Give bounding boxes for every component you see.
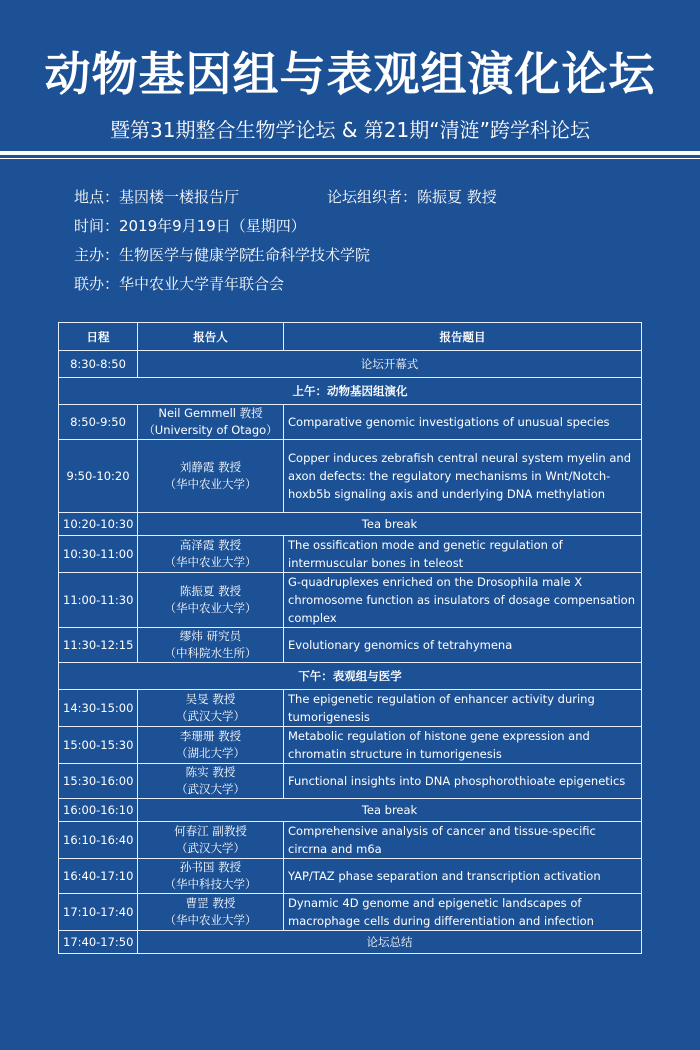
event-time: 时间：2019年9月19日（星期四） xyxy=(74,217,306,235)
row-time: 8:30-8:50 xyxy=(59,351,138,378)
row-topic: The ossification mode and genetic regulation of intermuscular bones in teleost xyxy=(284,536,642,573)
divider-thin xyxy=(0,158,700,159)
row-topic: Evolutionary genomics of tetrahymena xyxy=(284,628,642,663)
divider-thick xyxy=(0,151,700,155)
row-time: 17:40-17:50 xyxy=(59,931,138,954)
row-topic: YAP/TAZ phase separation and transcription activation xyxy=(284,859,642,894)
row-time: 10:30-11:00 xyxy=(59,536,138,573)
table-row xyxy=(59,405,642,440)
speaker-affiliation: （华中农业大学） xyxy=(164,555,257,569)
info-row-venue xyxy=(74,183,674,212)
row-topic: G-quadruplexes enriched on the Drosophila male X chromosome function as insulators of dosage compensation complex xyxy=(284,573,642,628)
table-row xyxy=(59,690,642,727)
row-time: 17:10-17:40 xyxy=(59,894,138,931)
row-time: 8:50-9:50 xyxy=(59,405,138,440)
speaker-name: 吴旻 教授 xyxy=(185,692,236,706)
row-speaker xyxy=(138,536,284,573)
speaker-affiliation: （华中农业大学） xyxy=(164,477,257,491)
row-speaker xyxy=(138,764,284,799)
speaker-name: 孙书国 教授 xyxy=(179,860,242,874)
row-topic: Comparative genomic investigations of unusual species xyxy=(284,405,642,440)
speaker-name: 何春江 副教授 xyxy=(174,824,247,838)
session-afternoon-label: 下午：表观组与医学 xyxy=(59,663,642,690)
row-time: 11:00-11:30 xyxy=(59,573,138,628)
speaker-affiliation: （湖北大学） xyxy=(176,746,245,760)
speaker-name: 陈振夏 教授 xyxy=(179,584,242,598)
speaker-affiliation: （华中农业大学） xyxy=(164,913,257,927)
speaker-name: 缪炜 研究员 xyxy=(179,629,242,643)
row-time: 15:30-16:00 xyxy=(59,764,138,799)
event-info xyxy=(74,183,674,299)
row-time: 16:40-17:10 xyxy=(59,859,138,894)
cohost: 联办：华中农业大学青年联合会 xyxy=(74,275,285,293)
row-topic: Metabolic regulation of histone gene expression and chromatin structure in tumorigenesis xyxy=(284,727,642,764)
host: 主办：生物医学与健康学院 xyxy=(74,246,255,264)
speaker-name: 李珊珊 教授 xyxy=(179,729,242,743)
row-time: 15:00-15:30 xyxy=(59,727,138,764)
row-topic: Comprehensive analysis of cancer and tissue-specific circrna and m6a xyxy=(284,822,642,859)
speaker-affiliation: （武汉大学） xyxy=(176,782,245,796)
page-subtitle: 暨第31期整合生物学论坛 & 第21期“清涟”跨学科论坛 xyxy=(110,118,590,142)
row-speaker xyxy=(138,894,284,931)
table-row xyxy=(59,573,642,628)
table-row xyxy=(59,628,642,663)
host-2: 生命科学技术学院 xyxy=(250,246,371,264)
organizer: 论坛组织者：陈振夏 教授 xyxy=(327,188,497,206)
header-topic: 报告题目 xyxy=(284,323,642,351)
row-time: 9:50-10:20 xyxy=(59,440,138,513)
row-topic: Functional insights into DNA phosphorothioate epigenetics xyxy=(284,764,642,799)
table-row xyxy=(59,764,642,799)
header-speaker: 报告人 xyxy=(138,323,284,351)
schedule-table xyxy=(58,322,642,954)
opening-label: 论坛开幕式 xyxy=(138,351,642,378)
row-topic: Dynamic 4D genome and epigenetic landscapes of macrophage cells during differentiation and infection xyxy=(284,894,642,931)
table-row xyxy=(59,859,642,894)
table-row xyxy=(59,894,642,931)
speaker-name: 陈实 教授 xyxy=(185,765,236,779)
row-time: 14:30-15:00 xyxy=(59,690,138,727)
row-time: 10:20-10:30 xyxy=(59,513,138,536)
speaker-affiliation: （华中农业大学） xyxy=(164,601,257,615)
table-row xyxy=(59,536,642,573)
table-row-tea-break xyxy=(59,513,642,536)
row-speaker xyxy=(138,440,284,513)
info-row-time xyxy=(74,212,674,241)
row-speaker xyxy=(138,573,284,628)
closing-label: 论坛总结 xyxy=(138,931,642,954)
row-speaker xyxy=(138,727,284,764)
table-row xyxy=(59,822,642,859)
table-row xyxy=(59,727,642,764)
row-topic: Copper induces zebrafish central neural system myelin and axon defects: the regulatory mechanisms in Wnt/Notch-hoxb5b signaling axis and underlying DNA methylation xyxy=(284,440,642,513)
speaker-name: Neil Gemmell 教授 xyxy=(158,406,263,420)
table-header-row xyxy=(59,323,642,351)
speaker-name: 曹罡 教授 xyxy=(185,896,236,910)
header-time: 日程 xyxy=(59,323,138,351)
tea-break-label: Tea break xyxy=(138,513,642,536)
venue: 地点：基因楼一楼报告厅 xyxy=(74,188,240,206)
page-title: 动物基因组与表观组演化论坛 xyxy=(44,47,656,101)
row-speaker xyxy=(138,628,284,663)
row-speaker xyxy=(138,690,284,727)
speaker-name: 高泽霞 教授 xyxy=(179,538,242,552)
row-speaker xyxy=(138,405,284,440)
row-time: 11:30-12:15 xyxy=(59,628,138,663)
speaker-name: 刘静霞 教授 xyxy=(179,460,242,474)
speaker-affiliation: （武汉大学） xyxy=(176,709,245,723)
info-row-host xyxy=(74,241,674,270)
table-row xyxy=(59,440,642,513)
session-row-morning xyxy=(59,378,642,405)
speaker-affiliation: （武汉大学） xyxy=(176,841,245,855)
row-speaker xyxy=(138,859,284,894)
table-row-closing xyxy=(59,931,642,954)
session-morning-label: 上午：动物基因组演化 xyxy=(59,378,642,405)
row-time: 16:10-16:40 xyxy=(59,822,138,859)
speaker-affiliation: （University of Otago） xyxy=(143,423,278,437)
session-row-afternoon xyxy=(59,663,642,690)
info-row-cohost xyxy=(74,270,674,299)
table-row-tea-break xyxy=(59,799,642,822)
row-speaker xyxy=(138,822,284,859)
table-row-opening xyxy=(59,351,642,378)
speaker-affiliation: （华中科技大学） xyxy=(164,877,257,891)
tea-break-label: Tea break xyxy=(138,799,642,822)
speaker-affiliation: （中科院水生所） xyxy=(164,646,257,660)
row-time: 16:00-16:10 xyxy=(59,799,138,822)
row-topic: The epigenetic regulation of enhancer activity during tumorigenesis xyxy=(284,690,642,727)
